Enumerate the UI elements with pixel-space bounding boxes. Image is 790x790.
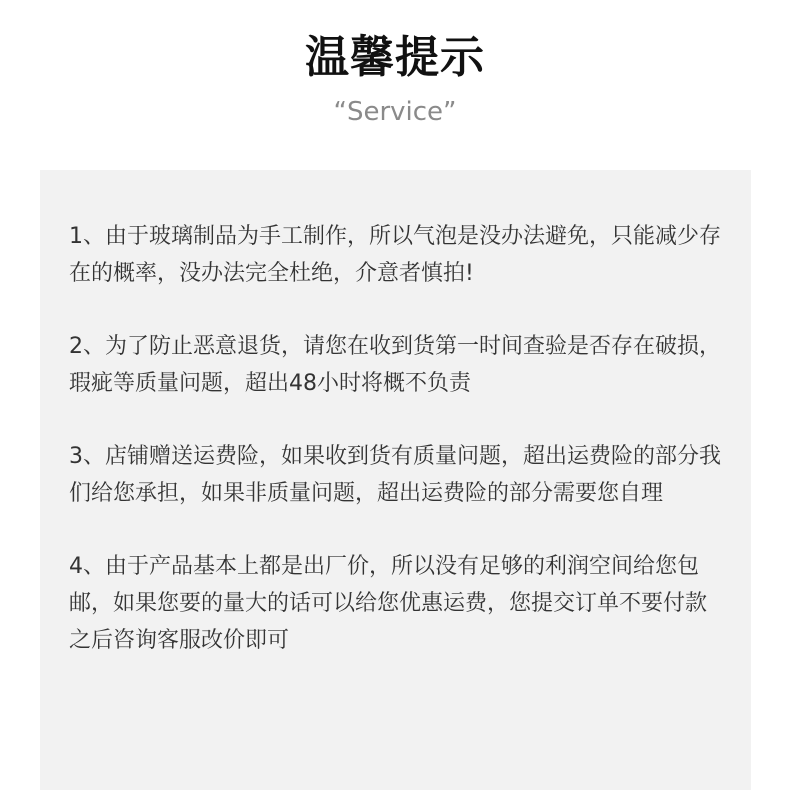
notice-item-1: 1、由于玻璃制品为手工制作，所以气泡是没办法避免，只能减少存在的概率，没办法完全杜绝，介意者慎拍! [69,224,721,286]
page-subtitle: “Service” [333,97,457,127]
notice-panel [40,170,751,790]
notice-item-4: 4、由于产品基本上都是出厂价，所以没有足够的利润空间给您包邮，如果您要的量大的话可以给您优惠运费，您提交订单不要付款之后咨询客服改价即可 [69,554,708,653]
notice-item-3: 3、店铺赠送运费险，如果收到货有质量问题，超出运费险的部分我们给您承担，如果非质量问题，超出运费险的部分需要您自理 [69,444,721,506]
notice-item-2: 2、为了防止恶意退货，请您在收到货第一时间查验是否存在破损，瑕疵等质量问题，超出48小时将概不负责 [69,334,721,396]
page-header [0,28,790,130]
page-title: 温馨提示 [305,32,485,83]
